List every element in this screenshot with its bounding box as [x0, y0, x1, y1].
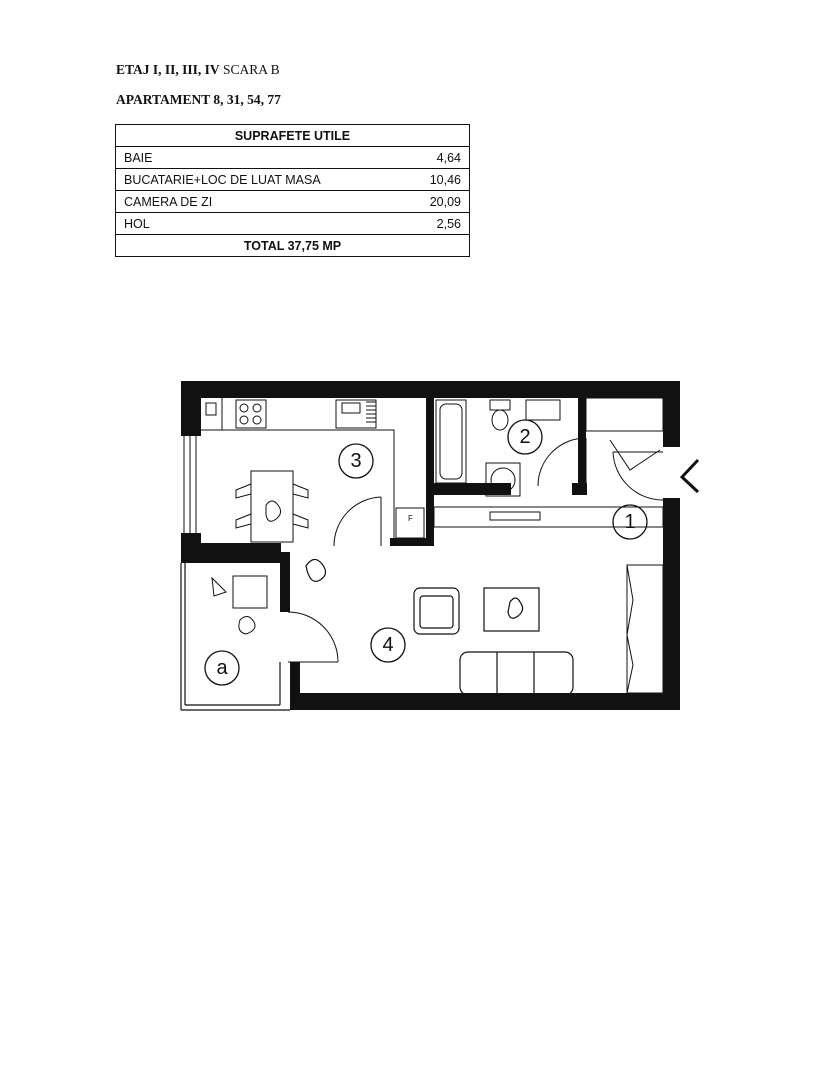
living-room-door	[288, 575, 338, 662]
kitchen-counter	[201, 398, 424, 538]
floor-heading-stair: SCARA B	[223, 62, 280, 77]
room-area: 4,64	[405, 147, 470, 169]
areas-total: TOTAL 37,75 MP	[116, 235, 470, 257]
room-label-1: 1	[624, 511, 636, 533]
room-label-3: 3	[350, 450, 362, 472]
room-name: CAMERA DE ZI	[116, 191, 405, 213]
room-name: HOL	[116, 213, 405, 235]
kitchen-door	[334, 497, 381, 546]
living-room	[306, 559, 573, 695]
balcony	[181, 563, 290, 710]
apartment-numbers: APARTAMENT 8, 31, 54, 77	[116, 92, 281, 107]
entrance-arrow-icon	[682, 460, 698, 492]
room-area: 2,56	[405, 213, 470, 235]
areas-table-title: SUPRAFETE UTILE	[116, 125, 470, 147]
room-area: 10,46	[405, 169, 470, 191]
room-label-4: 4	[382, 634, 394, 656]
room-label-2: 2	[519, 426, 531, 448]
bathroom	[436, 400, 586, 496]
room-area: 20,09	[405, 191, 470, 213]
room-label-a: a	[216, 657, 228, 679]
room-name: BUCATARIE+LOC DE LUAT MASA	[116, 169, 405, 191]
fridge-label: F	[408, 514, 413, 523]
window-left	[184, 436, 196, 533]
hall	[434, 398, 663, 693]
dining-table	[236, 471, 308, 542]
room-name: BAIE	[116, 147, 405, 169]
balcony-furniture	[212, 576, 267, 634]
floor-heading-bold: ETAJ I, II, III, IV	[116, 62, 220, 77]
